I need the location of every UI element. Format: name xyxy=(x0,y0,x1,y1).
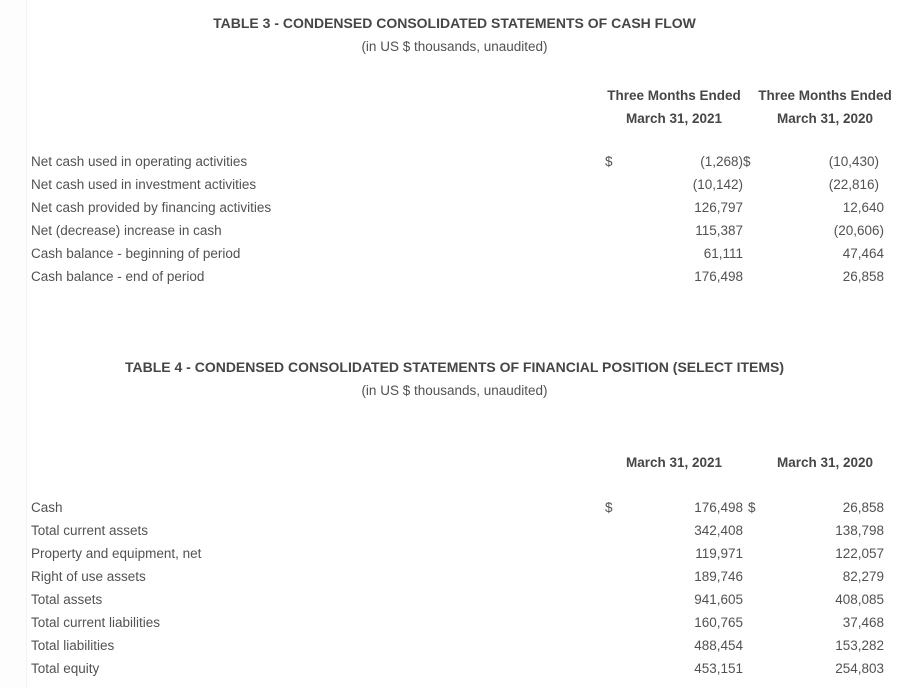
currency-symbol xyxy=(605,265,620,288)
value-2021: 453,151 xyxy=(694,661,743,676)
currency-symbol xyxy=(748,542,763,565)
table3-col-header-2021 xyxy=(605,84,743,130)
currency-symbol xyxy=(748,519,763,542)
value-2021: 488,454 xyxy=(694,638,743,653)
currency-symbol: $ xyxy=(748,500,756,515)
currency-symbol xyxy=(748,634,763,657)
value-2021: 176,498 xyxy=(694,269,743,284)
currency-symbol xyxy=(748,588,763,611)
currency-symbol xyxy=(605,611,620,634)
table-row xyxy=(0,173,909,196)
value-2021: (10,142) xyxy=(692,177,743,192)
currency-symbol xyxy=(605,542,620,565)
col-header-line1: Three Months Ended xyxy=(607,88,741,103)
col-header-line1: Three Months Ended xyxy=(758,88,892,103)
currency-symbol xyxy=(743,173,758,196)
row-label: Cash balance - beginning of period xyxy=(31,246,241,261)
value-2020: 138,798 xyxy=(835,523,884,538)
currency-symbol: $ xyxy=(743,154,751,169)
row-label: Total current liabilities xyxy=(31,615,161,630)
value-2020: (10,430) xyxy=(828,154,879,169)
table4-column-headers xyxy=(0,451,909,474)
currency-symbol xyxy=(748,265,763,288)
value-2021: 119,971 xyxy=(695,546,743,561)
table4-title: TABLE 4 - CONDENSED CONSOLIDATED STATEMENTS OF FINANCIAL POSITION (SELECT ITEMS) xyxy=(124,359,785,375)
value-2021: 160,765 xyxy=(694,615,743,630)
value-2021: 126,797 xyxy=(694,200,743,215)
row-label: Net cash used in investment activities xyxy=(31,177,257,192)
table4-col-header-2020: March 31, 2020 xyxy=(776,455,874,470)
currency-symbol xyxy=(748,219,763,242)
row-label: Net (decrease) increase in cash xyxy=(31,223,222,238)
value-2021: (1,268) xyxy=(700,154,743,169)
currency-symbol xyxy=(605,519,620,542)
row-label: Cash xyxy=(31,500,63,515)
table-row xyxy=(0,265,909,288)
table3-title: TABLE 3 - CONDENSED CONSOLIDATED STATEMENTS OF CASH FLOW xyxy=(213,15,696,31)
table-row xyxy=(0,588,909,611)
value-2020: 122,057 xyxy=(835,546,884,561)
row-label: Right of use assets xyxy=(31,569,146,584)
table-row xyxy=(0,242,909,265)
col-header-line2: March 31, 2020 xyxy=(776,111,874,126)
currency-symbol xyxy=(605,173,620,196)
table3-col-header-2020 xyxy=(756,84,894,130)
value-2021: 342,408 xyxy=(694,523,743,538)
table3-rows xyxy=(0,150,909,288)
value-2020: (20,606) xyxy=(833,223,884,238)
currency-symbol: $ xyxy=(605,500,613,515)
value-2020: 26,858 xyxy=(842,269,884,284)
value-2020: 153,282 xyxy=(835,638,884,653)
table3-column-headers xyxy=(0,84,909,130)
currency-symbol xyxy=(748,565,763,588)
table4-subtitle: (in US $ thousands, unaudited) xyxy=(361,383,548,398)
table3-subtitle: (in US $ thousands, unaudited) xyxy=(361,39,548,54)
value-2020: 254,803 xyxy=(835,661,884,676)
row-label: Total assets xyxy=(31,592,103,607)
currency-symbol xyxy=(748,196,763,219)
row-label: Total equity xyxy=(31,661,100,676)
value-2021: 176,498 xyxy=(694,500,743,515)
table4-col-header-2021: March 31, 2021 xyxy=(625,455,723,470)
row-label: Total liabilities xyxy=(31,638,115,653)
table-row xyxy=(0,519,909,542)
table4-rows xyxy=(0,496,909,680)
value-2020: 82,279 xyxy=(842,569,884,584)
currency-symbol xyxy=(605,219,620,242)
row-label: Total current assets xyxy=(31,523,149,538)
row-label: Net cash provided by financing activities xyxy=(31,200,272,215)
table-row xyxy=(0,196,909,219)
value-2020: (22,816) xyxy=(828,177,879,192)
value-2021: 61,111 xyxy=(703,246,743,261)
row-label: Property and equipment, net xyxy=(31,546,202,561)
table-row xyxy=(0,219,909,242)
value-2021: 941,605 xyxy=(694,592,743,607)
row-label: Net cash used in operating activities xyxy=(31,154,248,169)
value-2020: 408,085 xyxy=(835,592,884,607)
table-row xyxy=(0,611,909,634)
value-2020: 37,468 xyxy=(842,615,884,630)
value-2020: 26,858 xyxy=(842,500,884,515)
currency-symbol xyxy=(748,657,763,680)
table-row xyxy=(0,496,909,519)
table-row xyxy=(0,634,909,657)
currency-symbol xyxy=(605,196,620,219)
currency-symbol xyxy=(605,588,620,611)
currency-symbol xyxy=(605,657,620,680)
table-row xyxy=(0,565,909,588)
table-row xyxy=(0,542,909,565)
table-row xyxy=(0,150,909,173)
value-2020: 47,464 xyxy=(842,246,884,261)
currency-symbol xyxy=(748,611,763,634)
value-2020: 12,640 xyxy=(842,200,884,215)
table-row xyxy=(0,657,909,680)
currency-symbol xyxy=(748,242,763,265)
currency-symbol xyxy=(605,634,620,657)
value-2021: 189,746 xyxy=(694,569,743,584)
row-label: Cash balance - end of period xyxy=(31,269,205,284)
value-2021: 115,387 xyxy=(695,223,743,238)
col-header-line2: March 31, 2021 xyxy=(625,111,723,126)
currency-symbol xyxy=(605,565,620,588)
currency-symbol: $ xyxy=(605,154,613,169)
currency-symbol xyxy=(605,242,620,265)
